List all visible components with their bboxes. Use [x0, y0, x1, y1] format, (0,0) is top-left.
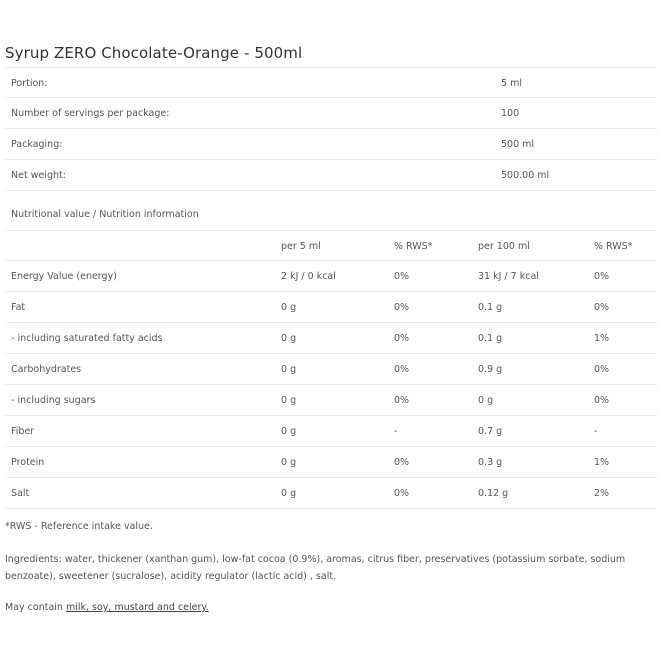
nutrient-rws: 0%: [394, 302, 410, 313]
nutrient-rws: 0%: [394, 488, 410, 499]
nutrient-value: 0.3 g: [478, 457, 503, 468]
nutrient-name: - including saturated fatty acids: [11, 333, 163, 344]
nutrient-name: Salt: [11, 488, 30, 499]
nutrient-value: 0 g: [281, 333, 297, 344]
nutrition-row-fat: [5, 292, 657, 323]
nutrient-value: 0 g: [281, 457, 297, 468]
nutrient-rws: 0%: [394, 457, 410, 468]
nutrient-rws: 0%: [594, 271, 610, 282]
info-value: 500.00 ml: [501, 170, 550, 181]
info-row-portion: [5, 67, 657, 98]
info-row-net-weight: [5, 160, 657, 191]
nutrient-value: 0 g: [478, 395, 494, 406]
nutrient-rws: 2%: [594, 488, 610, 499]
nutrient-rws: 0%: [394, 333, 410, 344]
nutrient-rws: 0%: [394, 271, 410, 282]
info-value: 100: [501, 108, 520, 119]
nutrient-value: 0.12 g: [478, 488, 509, 499]
nutrient-rws: 0%: [394, 364, 410, 375]
product-title: Syrup ZERO Chocolate-Orange - 500ml: [5, 44, 303, 62]
info-label: Net weight:: [11, 170, 66, 181]
nutrient-value: 0.1 g: [478, 302, 503, 313]
rws-footnote: *RWS - Reference intake value.: [5, 521, 153, 532]
allergen-note: [5, 599, 209, 616]
nutrient-value: 0 g: [281, 364, 297, 375]
nutrient-value: 0 g: [281, 302, 297, 313]
nutrient-name: Fiber: [11, 426, 35, 437]
nutrition-header-row: [5, 230, 657, 261]
nutrient-rws: 1%: [594, 333, 610, 344]
info-value: 500 ml: [501, 139, 535, 150]
nutrient-value: 2 kJ / 0 kcal: [281, 271, 336, 282]
column-header: % RWS*: [394, 241, 433, 252]
nutrient-rws: 0%: [594, 364, 610, 375]
nutrient-value: 0 g: [281, 426, 297, 437]
nutrition-table: [5, 230, 657, 509]
nutrient-name: Energy Value (energy): [11, 271, 117, 282]
nutrition-row-fiber: [5, 416, 657, 447]
nutrient-rws: 1%: [594, 457, 610, 468]
nutrition-row-carbohydrates: [5, 354, 657, 385]
nutrient-rws: 0%: [594, 395, 610, 406]
column-header: % RWS*: [594, 241, 633, 252]
nutrient-value: 0 g: [281, 488, 297, 499]
nutrition-row-salt: [5, 478, 657, 509]
nutrient-rws: -: [594, 426, 598, 437]
info-value: 5 ml: [501, 78, 522, 89]
info-label: Number of servings per package:: [11, 108, 170, 119]
nutrient-value: 0 g: [281, 395, 297, 406]
nutrient-name: Fat: [11, 302, 26, 313]
nutrient-rws: -: [394, 426, 398, 437]
ingredients-text: Ingredients: water, thickener (xanthan gum), low-fat cocoa (0.9%), aromas, citrus fiber, preservatives (potassium sorbate, sodium benzoate), sweetener (sucralose), acidity regulator (lactic acid) , salt.: [5, 554, 626, 582]
allergen-prefix: May contain: [5, 602, 66, 613]
column-header: per 100 ml: [478, 241, 530, 252]
nutrition-row-saturated-fat: [5, 323, 657, 354]
nutrient-rws: 0%: [394, 395, 410, 406]
product-info-table: [5, 67, 657, 191]
info-row-packaging: [5, 129, 657, 160]
nutrient-name: Carbohydrates: [11, 364, 82, 375]
nutrient-value: 31 kJ / 7 kcal: [478, 271, 539, 282]
nutrition-row-sugars: [5, 385, 657, 416]
info-label: Portion:: [11, 78, 48, 89]
allergen-list: milk, soy, mustard and celery.: [65, 602, 209, 613]
nutrient-value: 0.7 g: [478, 426, 503, 437]
nutrition-heading: Nutritional value / Nutrition information: [11, 209, 199, 220]
nutrient-rws: 0%: [594, 302, 610, 313]
info-label: Packaging:: [11, 139, 63, 150]
nutrient-value: 0.9 g: [478, 364, 503, 375]
nutrient-name: - including sugars: [11, 395, 96, 406]
nutrient-value: 0.1 g: [478, 333, 503, 344]
info-row-servings: [5, 98, 657, 129]
nutrition-row-energy: [5, 261, 657, 292]
nutrient-name: Protein: [11, 457, 45, 468]
column-header: per 5 ml: [281, 241, 321, 252]
nutrition-row-protein: [5, 447, 657, 478]
